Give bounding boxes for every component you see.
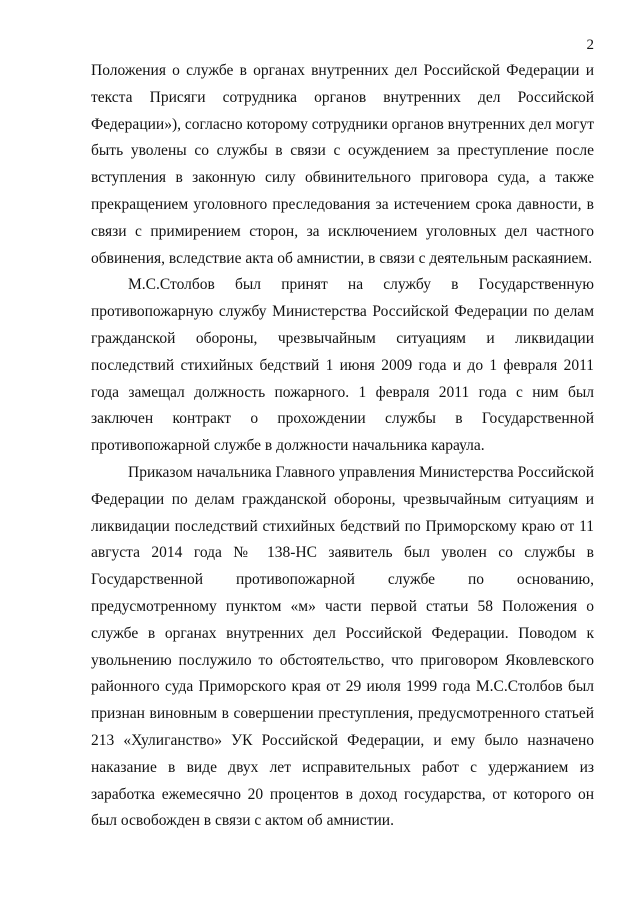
paragraph-continuation: Положения о службе в органах внутренних дел Российской Федерации и текста Присяги сотрудника органов внутренних дел Российской Федерации»), согласно которому сотрудники органов внутренних дел могут быть уволены со службы в связи с осуждением за преступление после вступления в законную силу обвинительного приговора суда, а также прекращением уголовного преследования за истечением срока давности, в связи с примирением сторон, за исключением уголовных дел частного обвинения, вследствие акта об амнистии, в связи с деятельным раскаянием. bbox=[91, 62, 594, 267]
paragraph-stolbov-service: М.С.Столбов был принят на службу в Государственную противопожарную службу Министерства Российской Федерации по делам гражданской обороны, чрезвычайным ситуациям и ликвидации последствий стихийных бедствий 1 июня 2009 года и до 1 февраля 2011 года замещал должность пожарного. 1 февраля 2011 года с ним был заключен контракт о прохождении службы в Государственной противопожарной службе в должности начальника караула. bbox=[91, 276, 594, 455]
page-number: 2 bbox=[586, 37, 594, 53]
document-body bbox=[91, 58, 594, 835]
paragraph-dismissal-order: Приказом начальника Главного управления Министерства Российской Федерации по делам гражданской обороны, чрезвычайным ситуациям и ликвидации последствий стихийных бедствий по Приморскому краю от 11 августа 2014 года № 138-НС заявитель был уволен со службы в Государственной противопожарной службе по основанию, предусмотренному пунктом «м» части первой статьи 58 Положения о службе в органах внутренних дел Российской Федерации. Поводом к увольнению послужило то обстоятельство, что приговором Яковлевского районного суда Приморского края от 29 июля 1999 года М.С.Столбов был признан виновным в совершении преступления, предусмотренного статьей 213 «Хулиганство» УК Российской Федерации, и ему было назначено наказание в виде двух лет исправительных работ с удержанием из заработка ежемесячно 20 процентов в доход государства, от которого он был освобожден в связи с актом об амнистии. bbox=[91, 463, 594, 830]
